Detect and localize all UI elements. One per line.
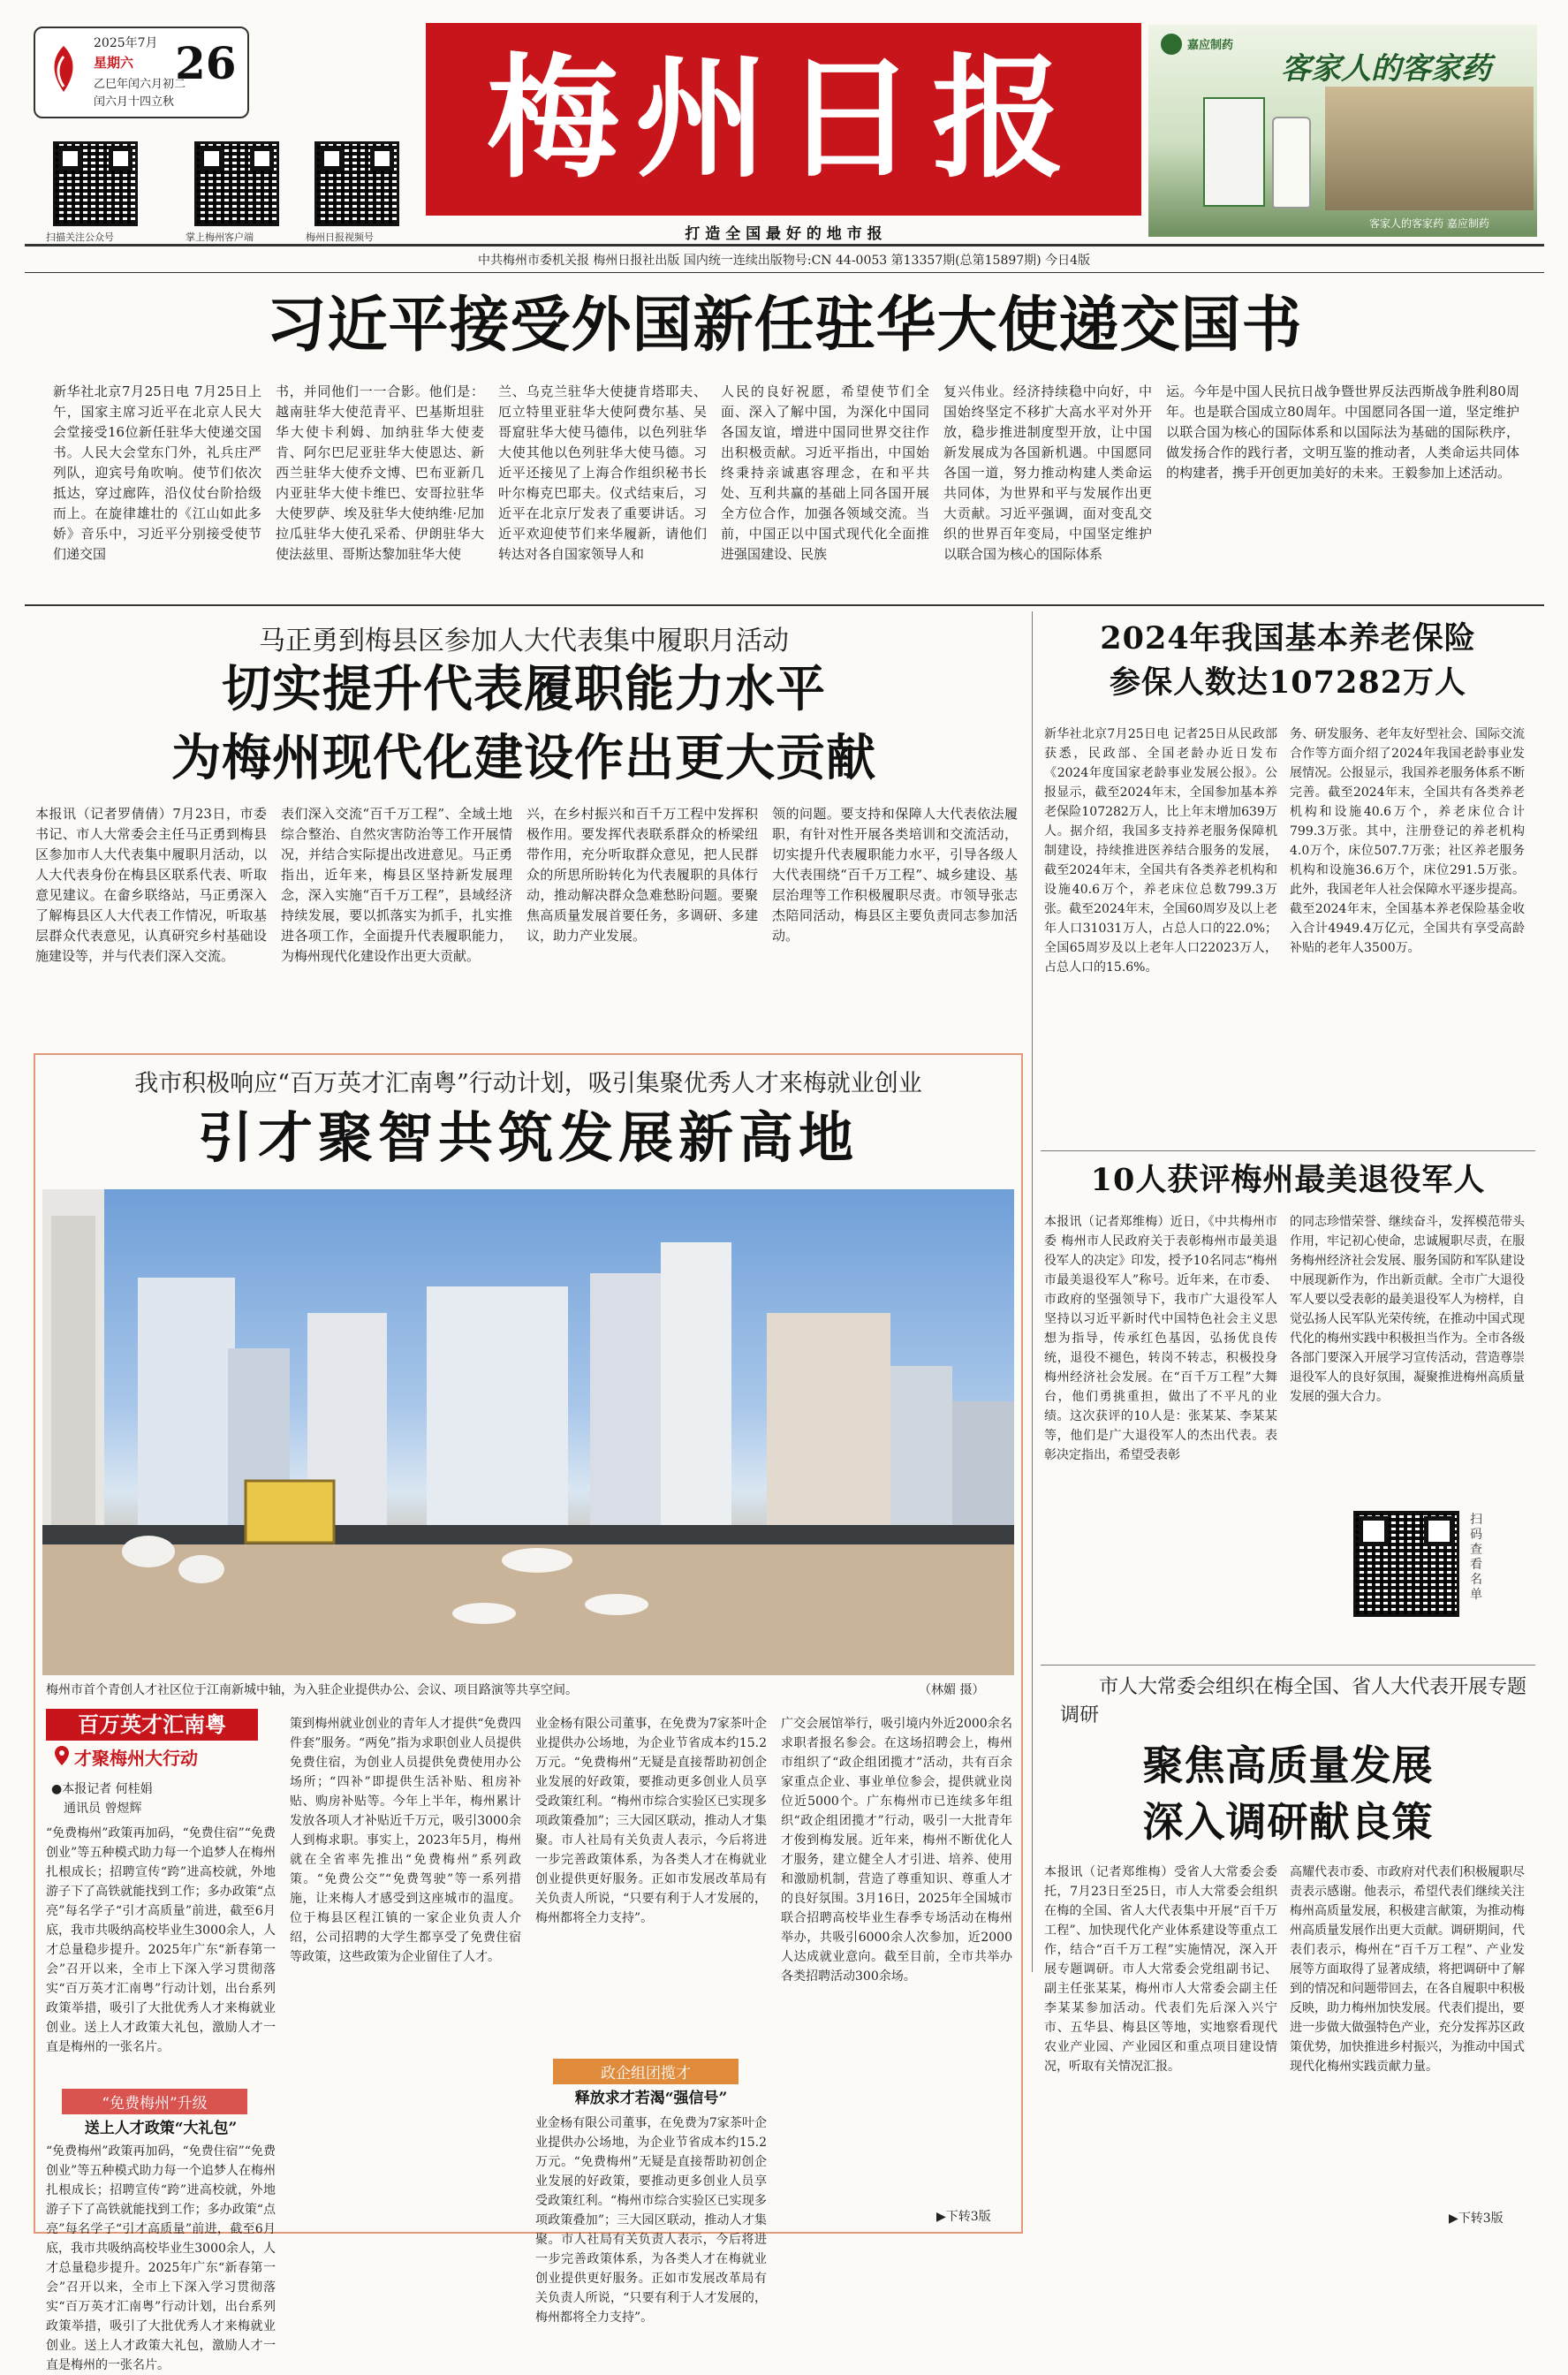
ad-product-box: [1203, 97, 1265, 207]
qr-code-wechat[interactable]: [53, 141, 138, 226]
date-box: [34, 27, 249, 118]
survey-turn-page: ▶下转3版: [1449, 2212, 1504, 2226]
lead-column-5: 复兴伟业。经济持续稳中向好，中国始终坚定不移扩大高水平对外开放，稳步推进制度型开放，让中国新发展成为各国新机遇。中国愿同各国一道，努力推动构建人类命运共同体，为世界和平与发展作出更大贡献。习近平强调，面对变乱交织的世界百年变局，中国坚定维护以联合国为核心的国际体系: [943, 383, 1152, 562]
imprint-rule: [25, 272, 1544, 273]
lunar-date: 乙巳年闰六月初二: [94, 78, 186, 91]
masthead-ad: [1148, 25, 1537, 237]
daibiao-column-1: 本报讯（记者罗倩倩）7月23日，市委书记、市人大常委会主任马正勇到梅县区参加市人大代表集中履职月活动，以人大代表身份在梅县区联系代表、听取意见建议。在畲乡联络站，马正勇深入了解梅县区人大代表工作情况，听取基层群众代表意见，认真研究乡村基础设施建设等，并与代表们深入交流。: [35, 806, 267, 964]
talent-column-3b: 业金杨有限公司董事，在免费为7家茶叶企业提供办公场地，为企业节省成本约15.2万元。“免费梅州”无疑是直接帮助初创企业发展的好政策，要推动更多创业人员享受政策红利。“梅州市综合实验区已实现多项政策叠加”；三大园区联动，推动人才集聚。市人社局有关负责人表示，今后将进一步完善政策体系，为各类人才在梅就业创业提供更好服务。正如市发展改革局有关负责人所说，“只要有利于人才发展的，梅州都将全力支持”。: [535, 2116, 767, 2325]
talent-column-2: 策到梅州就业创业的青年人才提供“免费四件套”服务。“两免”指为求职创业人员提供免费住宿，为创业人员提供免费使用办公场所；“四补”即提供生活补贴、租房补贴、购房补贴等。今年上半年，梅州累计发放各项人才补贴近千万元，吸引3000余人到梅求职。事实上，2023年5月，梅州就在全省率先推出“免费梅州”系列政策。“免费公交”“免费驾驶”等一系列措施，让来梅人才感受到这座城市的温度。位于梅县区程江镇的一家企业负责人介绍，公司招聘的大学生都享受了免费住宿等政策，这些政策为企业留住了人才。: [290, 1717, 521, 1964]
photo-scene: [42, 1189, 1014, 1675]
daibiao-column-2: 表们深入交流“百千万工程”、全域土地综合整治、自然灾害防治等工作开展情况，并结合实际提出改进意见。马正勇指出，近年来，梅县区坚持新发展理念，深入实施“百千万工程”，县域经济持续发展，要以抓落实为抓手，扎实推进各项工作，全面提升代表履职能力，为梅州现代化建设作出更大贡献。: [281, 806, 512, 964]
talent-photo: [42, 1189, 1014, 1675]
lunar-date-2: 闰六月十四立秋: [94, 95, 175, 109]
slogan: 打 造 全 国 最 好 的 地 市 报: [685, 225, 882, 243]
photo-credit: （林媚 摄）: [919, 1683, 985, 1697]
pension-headline-1: 2024年我国基本养老保险: [1100, 620, 1476, 656]
survey-headline-1: 聚焦高质量发展: [1142, 1741, 1434, 1789]
ad-logo-icon: [1161, 34, 1182, 55]
location-icon: [55, 1746, 69, 1765]
badge-subtitle: 才聚梅州大行动: [74, 1748, 198, 1769]
talent-kicker: 我市积极响应“百万英才汇南粤”行动计划，吸引集聚优秀人才来梅就业创业: [134, 1070, 922, 1097]
ad-footer: 客家人的客家药 嘉应制药: [1369, 217, 1489, 230]
ad-product-bottle: [1272, 117, 1311, 209]
survey-column-1: 本报讯（记者郑维梅）受省人大常委会委托，7月23日至25日，市人大常委会组织在梅的全国、省人大代表集中开展“百千万工程”、加快现代化产业体系建设等重点工作，结合“百千万工程”实施情况，深入开展专题调研。市人大常委会党组副书记、副主任张某某，梅州市人大常委会副主任李某某参加活动。代表们先后深入兴宁市、五华县、梅县区等地，实地察看现代农业产业园、产业园区和重点项目建设情况，听取有关情况汇报。: [1044, 1865, 1277, 2074]
ad-brand: 嘉应制药: [1187, 39, 1234, 52]
survey-kicker: 市人大常委会组织在梅全国、省人大代表开展专题调研: [1060, 1676, 1527, 1726]
photo-caption: 梅州市首个青创人才社区位于江南新城中轴，为入驻企业提供办公、会议、项目路演等共享空间。: [46, 1683, 578, 1697]
ad-slogan: 客家人的客家药: [1281, 51, 1491, 87]
pension-column-1: 新华社北京7月25日电 记者25日从民政部获悉，民政部、全国老龄办近日发布《2024年度国家老龄事业发展公报》。公报显示，截至2024年末，全国参加基本养老保险107282万人，比上年末增加639万人。据介绍，我国多支持养老服务保障机制建设，持续推进医养结合服务的发展，截至2024年末，全国共有各类养老机构和设施40.6万个，养老床位总数799.3万张。截至2024年末，全国60周岁及以上老年人口31031万人，占总人口的22.0%；全国65周岁及以上老年人口22023万人，占总人口的15.6%。: [1044, 727, 1277, 975]
survey-headline-2: 深入调研献良策: [1142, 1798, 1434, 1846]
weekday: 星期六: [94, 55, 134, 71]
talent-subhead-2b: 释放求才若渴“强信号”: [574, 2090, 728, 2107]
qr-code-veterans[interactable]: [1353, 1511, 1459, 1617]
pension-headline-2: 参保人数达107282万人: [1109, 664, 1467, 701]
talent-subhead-1: “免费梅州”升级: [62, 2089, 247, 2114]
veterans-column-2: 的同志珍惜荣誉、继续奋斗，发挥模范带头作用，牢记初心使命，忠诚履职尽责，在服务梅州经济社会发展、服务国防和军队建设中展现新作为，作出新贡献。全市广大退役军人要以受表彰的最美退役军人为榜样，自觉弘扬人民军队光荣传统，在推动中国式现代化的梅州实践中积极担当作为。全市各级各部门要深入开展学习宣传活动，营造尊崇退役军人的良好氛围，凝聚推进梅州高质量发展的强大合力。: [1290, 1215, 1525, 1404]
date-line: 2025年7月: [94, 36, 158, 50]
lead-headline: 习近平接受外国新任驻华大使递交国书: [266, 290, 1303, 360]
lead-column-4: 人民的良好祝愿，希望使节们全面、深入了解中国，为深化中国同各国友谊，增进中国同世界交往作出积极贡献。习近平指出，中国始终秉持亲诚惠容理念，在和平共处、互利共赢的基础上同各国开展全方位合作，加强各领域交流。当前，中国正以中国式现代化全面推进强国建设、民族: [721, 383, 929, 562]
ad-scene: [1325, 87, 1534, 210]
right-column-divider: [1032, 611, 1033, 1972]
veterans-qr-label: 扫码查看名单: [1470, 1513, 1482, 1602]
veterans-headline: 10人获评梅州最美退役军人: [1090, 1162, 1486, 1198]
campaign-badge: [46, 1709, 258, 1771]
talent-column-3: 业金杨有限公司董事，在免费为7家茶叶企业提供办公场地，为企业节省成本约15.2万元。“免费梅州”无疑是直接帮助初创企业发展的好政策，要推动更多创业人员享受政策红利。“梅州市综合实验区已实现多项政策叠加”；三大园区联动，推动人才集聚。市人社局有关负责人表示，今后将进一步完善政策体系，为各类人才在梅就业创业提供更好服务。正如市发展改革局有关负责人所说，“只要有利于人才发展的，梅州都将全力支持”。: [535, 1717, 767, 1925]
talent-subhead-2: 政企组团揽才: [553, 2059, 739, 2084]
daibiao-headline-2: 为梅州现代化建设作出更大贡献: [171, 729, 876, 787]
talent-headline: 引才聚智共筑发展新高地: [197, 1105, 859, 1170]
talent-column-1: “免费梅州”政策再加码，“免费住宿”“免费创业”等五种模式助力每一个追梦人在梅州扎根成长；招聘宣传“跨”进高校就，外地游子下了高铁就能找到工作；多办政策“点亮”每名学子“引才高质量”前进，截至6月底，我市共吸纳高校毕业生3000余人，人才总量稳步提升。2025年广东“新春第一会”召开以来，全市上下深入学习贯彻落实“百万英才汇南粤”行动计划，出台系列政策举措，吸引了大批优秀人才来梅就业创业。送上人才政策大礼包，激励人才一直是梅州的一张名片。: [46, 1826, 276, 2054]
daibiao-headline-1: 切实提升代表履职能力水平: [222, 660, 826, 718]
day-number: 26: [175, 37, 237, 89]
badge-title: 百万英才汇南粤: [46, 1709, 258, 1741]
pension-rule: [1041, 1150, 1535, 1151]
masthead-banner: [426, 23, 1141, 216]
talent-turn-page: ▶下转3版: [936, 2210, 991, 2224]
newspaper-title: 梅州日报: [486, 41, 1080, 196]
masthead-rule: [25, 244, 1544, 247]
imprint-line: 中共梅州市委机关报 梅州日报社出版 国内统一连续出版物号:CN 44-0053 第13357期(总第15897期) 今日4版: [477, 254, 1090, 268]
byline-reporter: ●本报记者 何桂娟: [51, 1782, 153, 1796]
lead-column-6: 运。今年是中国人民抗日战争暨世界反法西斯战争胜利80周年。也是联合国成立80周年。中国愿同各国一道，坚定维护以联合国为核心的国际体系和以国际法为基础的国际秩序，做发扬合作的践行者，文明互鉴的推动者，人类命运共同体的构建者，携手开创更加美好的未来。王毅参加上述活动。: [1166, 383, 1519, 481]
talent-column-1b: “免费梅州”政策再加码，“免费住宿”“免费创业”等五种模式助力每一个追梦人在梅州扎根成长；招聘宣传“跨”进高校就，外地游子下了高铁就能找到工作；多办政策“点亮”每名学子“引才高质量”前进，截至6月底，我市共吸纳高校毕业生3000余人，人才总量稳步提升。2025年广东“新春第一会”召开以来，全市上下深入学习贯彻落实“百万英才汇南粤”行动计划，出台系列政策举措，吸引了大批优秀人才来梅就业创业。送上人才政策大礼包，激励人才一直是梅州的一张名片。: [46, 2144, 276, 2372]
talent-subhead-1b: 送上人才政策“大礼包”: [84, 2120, 238, 2137]
byline-correspondent: 通讯员 曾煜辉: [64, 1802, 142, 1816]
lead-column-2: 书，并同他们一一合影。他们是：越南驻华大使范青平、巴基斯坦驻华大使卡利姆、加纳驻华大使麦肯、阿尔巴尼亚驻华大使恩达、新西兰驻华大使乔文博、巴布亚新几内亚驻华大使卡维巴、安哥拉驻华大使罗萨、埃及驻华大使纳维·尼加拉瓜驻华大使孔采希、伊朗驻华大使法兹里、哥斯达黎加驻华大使: [276, 383, 484, 562]
lead-rule: [25, 604, 1544, 606]
veterans-column-1: 本报讯（记者郑维梅）近日，《中共梅州市委 梅州市人民政府关于表彰梅州市最美退役军人的决定》印发，授予10名同志“梅州市最美退役军人”称号。近年来，在市委、市政府的坚强领导下，我市广大退役军人坚持以习近平新时代中国特色社会主义思想为指导，传承红色基因，弘扬优良传统，退役不褪色，转岗不转志，积极投身梅州经济社会发展。在“百千万工程”大舞台，他们勇挑重担，做出了不平凡的业绩。这次获评的10人是：张某某、李某某等，他们是广大退役军人的杰出代表。表彰决定指出，希望受表彰: [1044, 1215, 1277, 1462]
qr-code-app[interactable]: [194, 141, 279, 226]
lead-column-1: 新华社北京7月25日电 7月25日上午，国家主席习近平在北京人民大会堂接受16位新任驻华大使递交国书。人民大会堂东门外，礼兵庄严列队，迎宾号角吹响。使节们依次抵达，穿过廊阵，沿仪仗台阶拾级而上。在旋律雄壮的《江山如此多娇》音乐中，习近平分别接受使节们递交国: [53, 383, 261, 562]
survey-column-2: 高耀代表市委、市政府对代表们积极履职尽责表示感谢。他表示，希望代表们继续关注梅州高质量发展，积极建言献策，为推动梅州高质量发展作出更大贡献。调研期间，代表们表示，梅州在“百千万工程”、产业发展等方面取得了显著成绩，将把调研中了解到的情况和问题带回去，在各自履职中积极反映，助力梅州加快发展。代表们提出，要进一步做大做强特色产业，充分发挥苏区政策优势，加快推进乡村振兴，为推动中国式现代化梅州实践贡献力量。: [1290, 1865, 1525, 2074]
logo-icon: [44, 42, 83, 95]
qr-code-video[interactable]: [314, 141, 399, 226]
daibiao-kicker: 马正勇到梅县区参加人大代表集中履职月活动: [259, 626, 789, 656]
daibiao-column-4: 领的问题。要支持和保障人大代表依法履职，有针对性开展各类培训和交流活动，切实提升代表履职能力水平，引导各级人大代表围绕“百千万工程”、城乡建设、基层治理等工作积极履职尽责。市领导张志杰陪同活动，梅县区主要负责同志参加活动。: [772, 806, 1018, 944]
qr-label-video: 梅州日报视频号: [306, 231, 374, 243]
veterans-rule: [1041, 1665, 1535, 1666]
lead-column-3: 兰、乌克兰驻华大使捷肯塔耶夫、厄立特里亚驻华大使阿费尔基、吴哥窟驻华大使马德伟，以色列驻华大使其他以色列驻华大使马德。习近平还接见了上海合作组织秘书长叶尔梅克巴耶夫。仪式结束后，习近平在北京厅发表了重要讲话。习近平欢迎使节们来华履新，请他们转达对各自国家领导人和: [498, 383, 707, 562]
pension-column-2: 务、研发服务、老年友好型社会、国际交流合作等方面介绍了2024年我国老龄事业发展情况。公报显示，我国养老服务体系不断完善。截至2024年末，全国共有各类养老机构和设施40.6万个，养老床位合计799.3万张。其中，注册登记的养老机构4.0万个，床位507.7万张；社区养老服务机构和设施36.6万个，床位291.5万张。此外，我国老年人社会保障水平逐步提高。截至2024年末，全国基本养老保险基金收入合计4949.4万亿元，全国共有享受高龄补贴的老年人3500万。: [1290, 727, 1525, 955]
qr-label-app: 掌上梅州客户端: [186, 231, 254, 243]
qr-label-wechat: 扫描关注公众号: [46, 231, 114, 243]
talent-column-4: 广交会展馆举行，吸引境内外近2000余名求职者报名参会。在这场招聘会上，梅州市组织了“政企组团揽才”活动，共有百余家重点企业、事业单位参会，提供就业岗位近5000个。广东梅州市已连续多年组织“政企组团揽才”行动，吸引一大批青年才俊到梅发展。近年来，梅州不断优化人才服务，建立健全人才引进、培养、使用和激励机制，营造了尊重知识、尊重人才的良好氛围。3月16日，2025年全国城市联合招聘高校毕业生春季专场活动在梅州举办，共吸引6000余人次参加，近2000人达成就业意向。截至目前，全市共举办各类招聘活动300余场。: [781, 1717, 1012, 1984]
daibiao-column-3: 兴，在乡村振兴和百千万工程中发挥积极作用。要发挥代表联系群众的桥梁纽带作用，充分听取群众意见，把人民群众的所思所盼转化为代表履职的具体行动，推动解决群众急难愁盼问题。要聚焦高质量发展首要任务，多调研、多建议，助力产业发展。: [526, 806, 758, 944]
